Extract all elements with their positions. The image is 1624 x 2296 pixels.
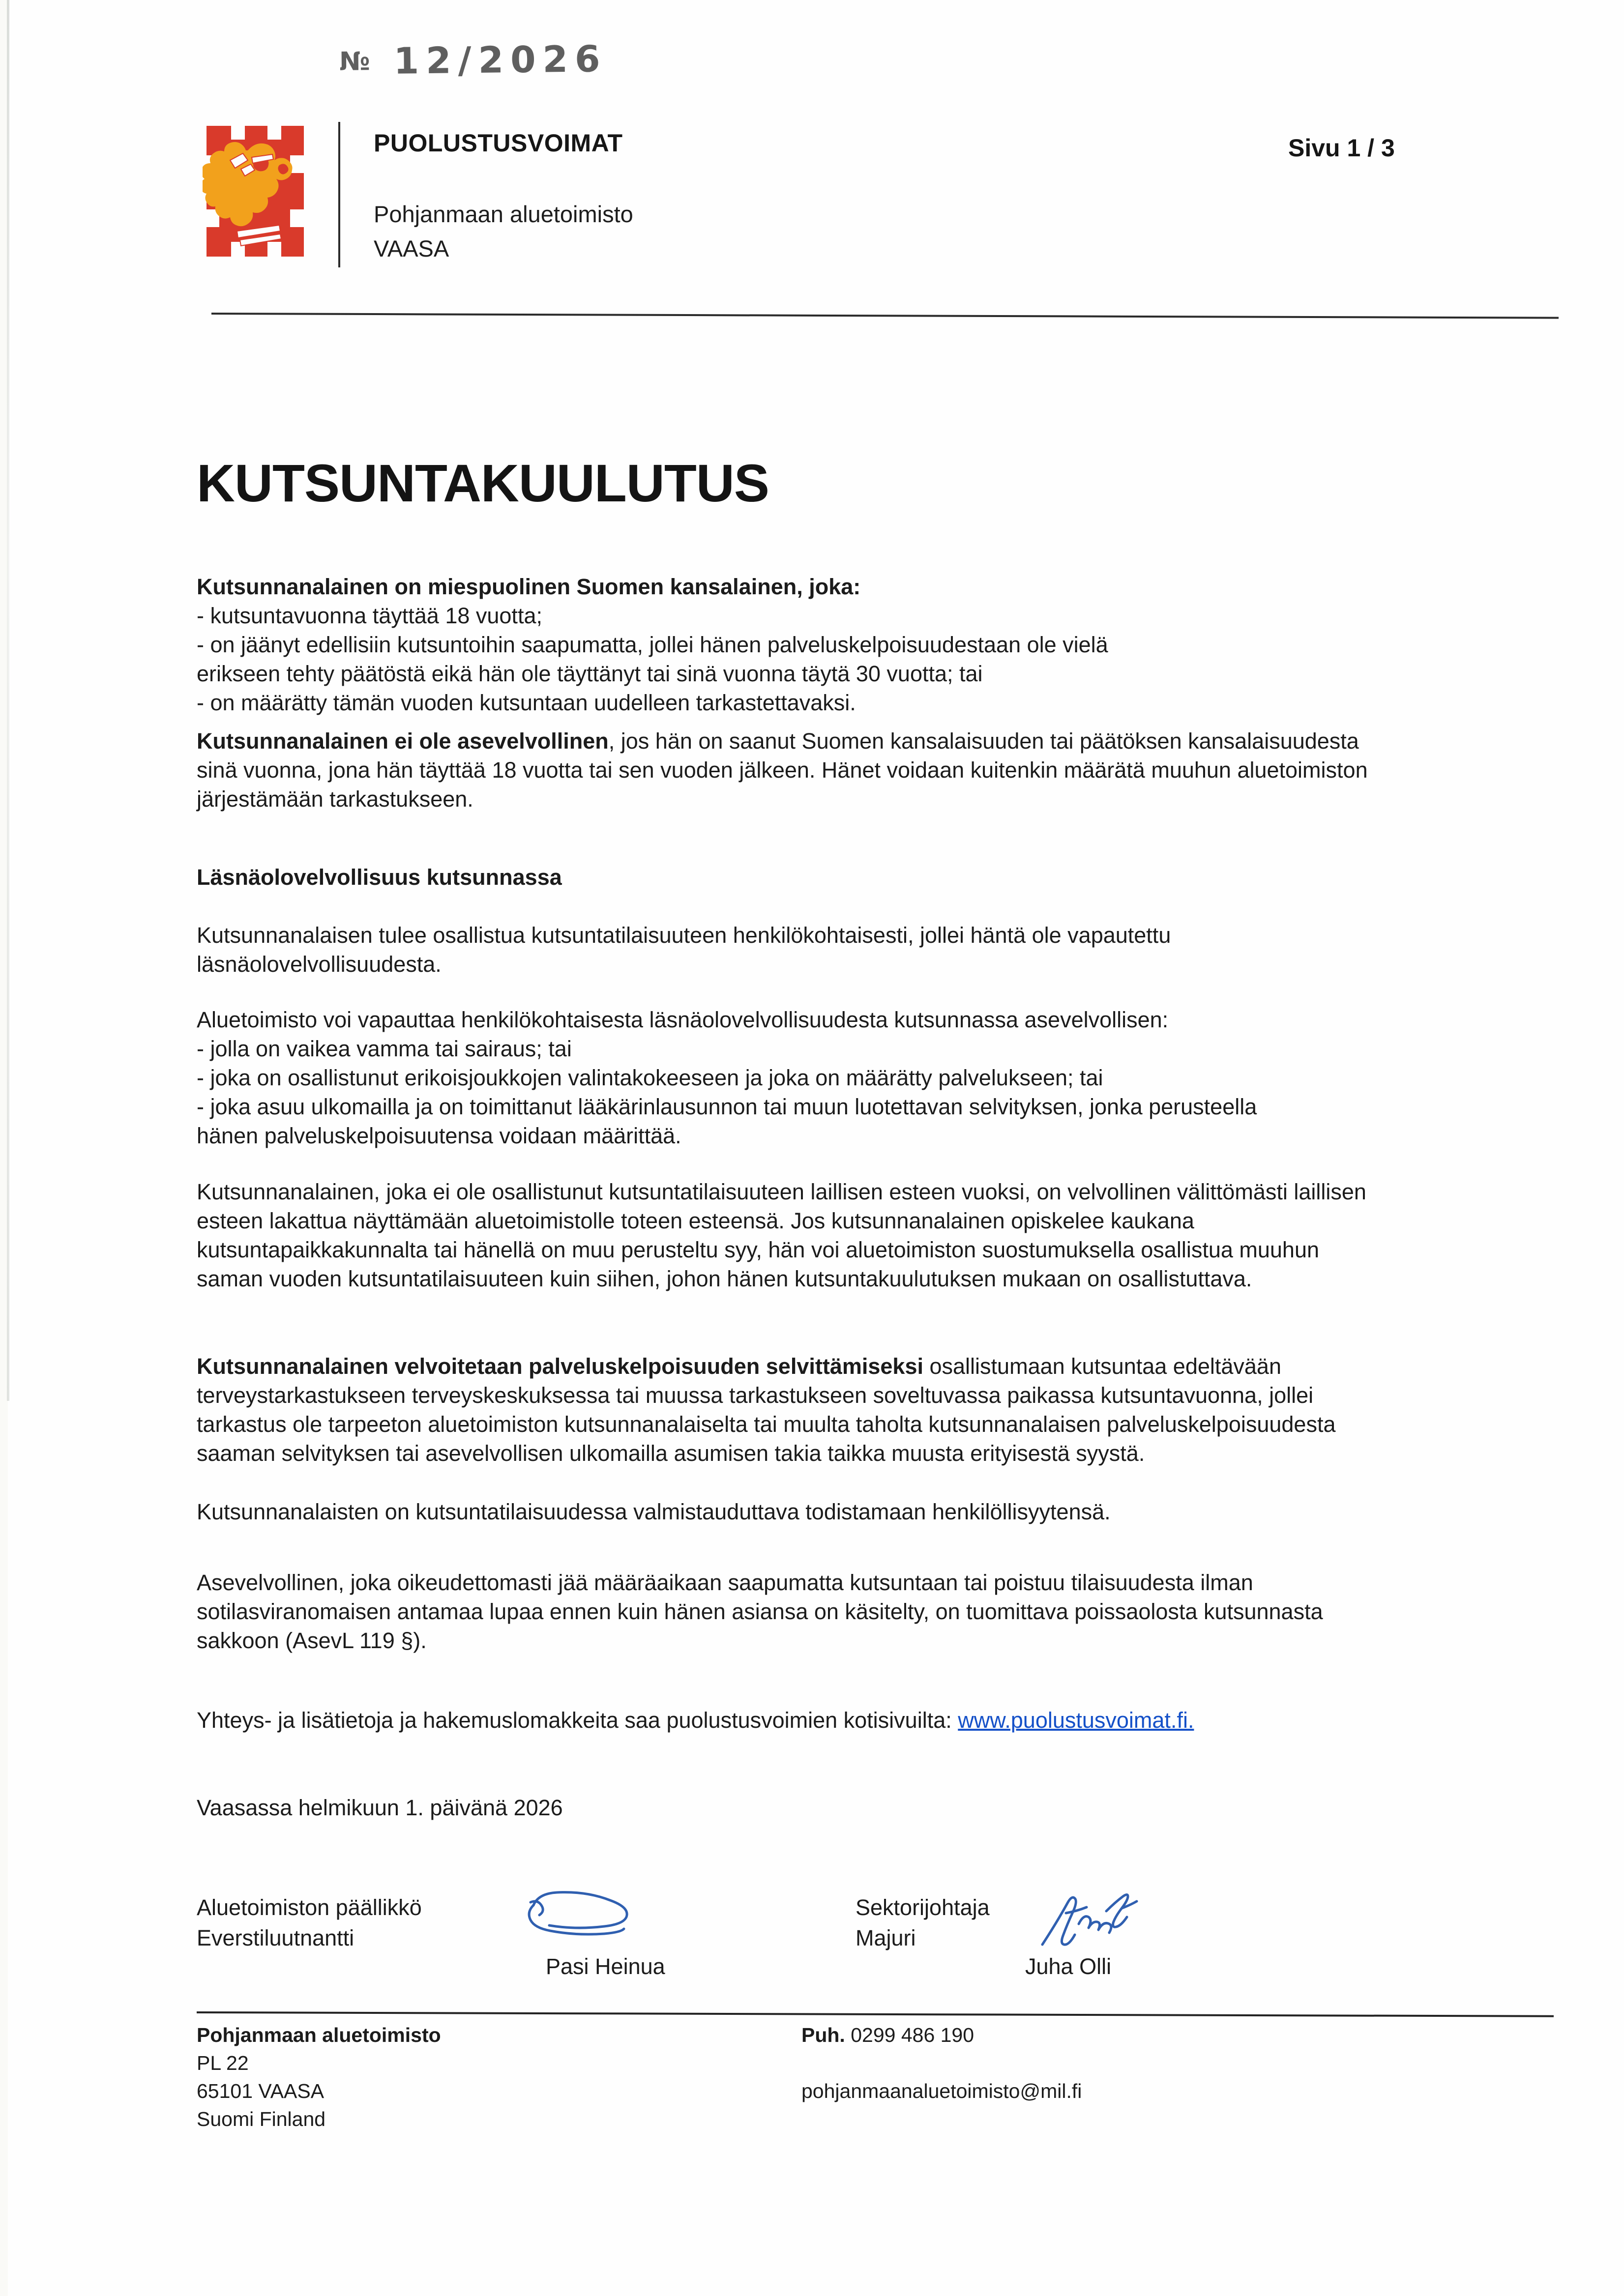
signer-role: Aluetoimiston päällikkö (197, 1895, 422, 1920)
not-liable-body: , jos hän on saanut Suomen kansalaisuuden tai päätöksen kansalaisuudesta sinä vuonna, jona hän täyttää 18 vuotta tai sen vuoden jälkeen. Hänet voidaan kuitenkin määrätä muuhun aluetoimiston järjestämään tarkastukseen. (197, 728, 1368, 812)
page-indicator: Sivu 1 / 3 (1288, 134, 1395, 162)
number-sign-icon: № (339, 47, 370, 77)
contact-text: Yhteys- ja lisätietoja ja hakemuslomakkeita saa puolustusvoimien kotisivuilta: (197, 1708, 958, 1733)
stamp-number: 12/2026 (393, 38, 607, 83)
eligibility-bullet: erikseen tehty päätöstä eikä hän ole täyttänyt tai sinä vuonna täytä 30 vuotta; tai (197, 661, 983, 686)
contact-line (197, 1706, 1431, 1735)
signer-name: Juha Olli (1025, 1954, 1112, 1979)
signer-rank: Everstiluutnantti (197, 1925, 354, 1950)
footer-po-box: PL 22 (197, 2052, 249, 2074)
footer-email: pohjanmaanaluetoimisto@mil.fi (801, 2080, 1082, 2102)
attendance-bullet: - joka asuu ulkomailla ja on toimittanut lääkärinlausunnon tai muun luotettavan selvityksen, jonka perusteella (197, 1094, 1257, 1119)
signature-block-right (856, 1892, 990, 1953)
header-vertical-divider (338, 122, 340, 267)
header-divider-rule (211, 313, 1559, 319)
signer-role: Sektorijohtaja (856, 1895, 990, 1920)
attendance-exemptions-intro: Aluetoimisto voi vapauttaa henkilökohtaisesta läsnäolovelvollisuudesta kutsunnassa asevelvollisen: (197, 1007, 1169, 1032)
organization-name: PUOLUSTUSVOIMAT (374, 129, 623, 157)
website-link[interactable]: www.puolustusvoimat.fi. (958, 1708, 1194, 1733)
identity-note: Kutsunnanalaisten on kutsuntatilaisuudessa valmistauduttava todistamaan henkilöllisyytensä. (197, 1499, 1111, 1524)
footer-phone-label: Puh. (801, 2024, 845, 2046)
footer-postal-city: 65101 VAASA (197, 2080, 325, 2102)
eligibility-bullet: - on jäänyt edellisiin kutsuntoihin saapumatta, jollei hänen palveluskelpoisuudestaan ole vielä (197, 632, 1108, 657)
not-liable-lead: Kutsunnanalainen ei ole asevelvollinen (197, 728, 609, 754)
medical-lead: Kutsunnanalainen velvoitetaan palveluskelpoisuuden selvittämiseksi (197, 1354, 923, 1379)
attendance-heading: Läsnäolovelvollisuus kutsunnassa (197, 865, 562, 890)
dateline: Vaasassa helmikuun 1. päivänä 2026 (197, 1795, 563, 1820)
eligibility-bullet: - on määrätty tämän vuoden kutsuntaan uudelleen tarkastettavaksi. (197, 690, 856, 715)
attendance-bullet: hänen palveluskelpoisuutensa voidaan määrittää. (197, 1123, 681, 1148)
page-title: KUTSUNTAKUULUTUS (197, 453, 769, 513)
footer-country: Suomi Finland (197, 2108, 326, 2130)
eligibility-section (197, 572, 1431, 717)
footer-phone-number: 0299 486 190 (851, 2024, 974, 2046)
medical-section (197, 1352, 1396, 1468)
signer-name: Pasi Heinua (546, 1954, 665, 1979)
attendance-bullet: - jolla on vaikea vamma tai sairaus; tai (197, 1036, 572, 1061)
penalty-section: Asevelvollinen, joka oikeudettomasti jää määräaikaan saapumatta kutsuntaan tai poistuu tilaisuudesta ilman sotilasviranomaisen antamaa lupaa ennen kuin hänen asiansa on käsitelty, on tuomittava poissaolosta kutsunnasta sakkoon (AsevL 119 §). (197, 1570, 1323, 1653)
attendance-para-1: Kutsunnanalaisen tulee osallistua kutsuntatilaisuuteen henkilökohtaisesti, jollei häntä ole vapautettu läsnäolovelvollisuudesta. (197, 923, 1171, 977)
registry-stamp (339, 38, 607, 83)
footer-address (197, 2021, 441, 2133)
medical-body: osallistumaan kutsuntaa edeltävään terveystarkastukseen terveyskeskuksessa tai muussa tarkastukseen soveltuvassa paikassa kutsuntavuonna, jollei tarkastus ole tarpeeton aluetoimiston kutsunnanalaiselta tai muulta taholta kutsunnanalaisen palveluskelpoisuudesta saaman selvityksen tai asevelvollisen ulkomailla asumisen takia taikka muusta erityisestä syystä. (197, 1354, 1336, 1466)
eligibility-heading: Kutsunnanalainen on miespuolinen Suomen kansalainen, joka: (197, 574, 861, 599)
footer-office-name: Pohjanmaan aluetoimisto (197, 2024, 441, 2046)
scan-edge-artifact (7, 0, 9, 1401)
handwritten-signature-juha-olli (1037, 1887, 1151, 1955)
eligibility-bullet: - kutsuntavuonna täyttää 18 vuotta; (197, 603, 542, 628)
footer-phone (801, 2021, 974, 2049)
attendance-bullet: - joka on osallistunut erikoisjoukkojen valintakokeeseen ja joka on määrätty palvelukseen; tai (197, 1065, 1103, 1090)
attendance-exemptions (197, 1005, 1431, 1150)
organization-unit: Pohjanmaan aluetoimisto (374, 201, 633, 227)
not-liable-section (197, 727, 1387, 814)
signature-block-left (197, 1892, 422, 1953)
handwritten-signature-pasi-heinua (519, 1888, 661, 1951)
attendance-para-3: Kutsunnanalainen, joka ei ole osallistunut kutsuntatilaisuuteen laillisen esteen vuoksi, on velvollinen välittömästi laillisen esteen lakattua näyttämään aluetoimistolle toteen esteensä. Jos kutsunnanalainen opiskelee kaukana kutsuntapaikkakunnalta tai hänellä on muu perusteltu syy, hän voi aluetoimiston suostumuksella osallistua muuhun saman vuoden kutsuntatilaisuuteen kuin siihen, johon hänen kutsuntakuulutuksen mukaan on osallistuttava. (197, 1179, 1366, 1291)
signer-rank: Majuri (856, 1925, 916, 1950)
organization-city: VAASA (374, 235, 449, 262)
finnish-coat-of-arms-icon (203, 122, 307, 261)
footer-divider-rule (197, 2011, 1554, 2017)
